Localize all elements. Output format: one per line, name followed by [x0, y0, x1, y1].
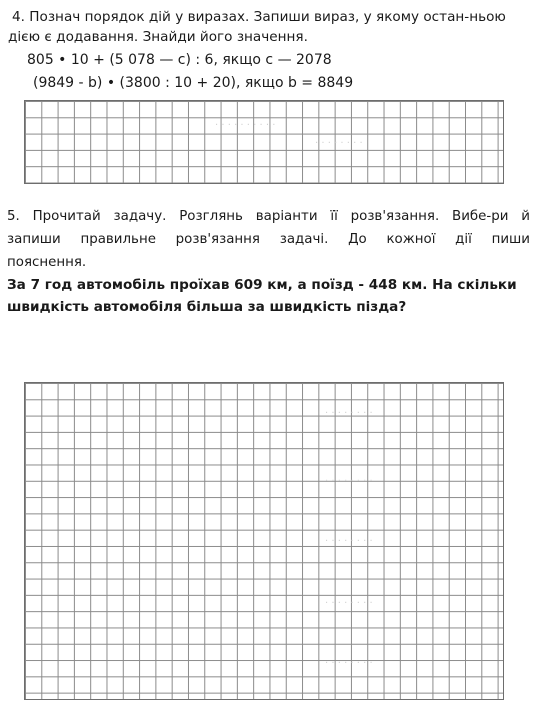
- answer-grid-task5[interactable]: [24, 382, 504, 700]
- grid-watermark: . . . . . . . .: [315, 135, 363, 146]
- task5-instruction-line2: запиши правильне розв'язання задачі. До кожної дії пиши: [7, 232, 530, 247]
- answer-grid-task4[interactable]: [24, 100, 504, 184]
- grid-watermark: . . . . . . . .: [325, 655, 373, 666]
- grid-watermark: . . . . . . . .: [325, 533, 373, 544]
- task4-expression-1: 805 • 10 + (5 078 — c) : 6, якщо c — 2078: [27, 52, 332, 68]
- grid-watermark: . . . . . . . . . .: [215, 117, 276, 128]
- task4-expression-2: (9849 - b) • (3800 : 10 + 20), якщо b = 8849: [33, 75, 354, 91]
- task4-instruction-line2: дією є додавання. Знайди його значення.: [8, 29, 308, 45]
- grid-watermark: . . . . . . . .: [325, 405, 373, 416]
- grid-watermark: . . . . . . . .: [325, 473, 373, 484]
- task5-instruction-line3: пояснення.: [7, 255, 87, 270]
- grid-watermark: . . . . . . . .: [325, 595, 373, 606]
- task5-instruction-line1: 5. Прочитай задачу. Розглянь варіанти її розв'язання. Вибе-ри й: [7, 209, 530, 224]
- task5-problem-line1: За 7 год автомобіль проїхав 609 км, а поїзд - 448 км. На скільки: [7, 277, 517, 293]
- task5-problem-line2: швидкість автомобіля більша за швидкість пізда?: [7, 299, 407, 315]
- task4-instruction-line1: 4. Познач порядок дій у виразах. Запиши вираз, у якому остан-ньою: [12, 9, 506, 25]
